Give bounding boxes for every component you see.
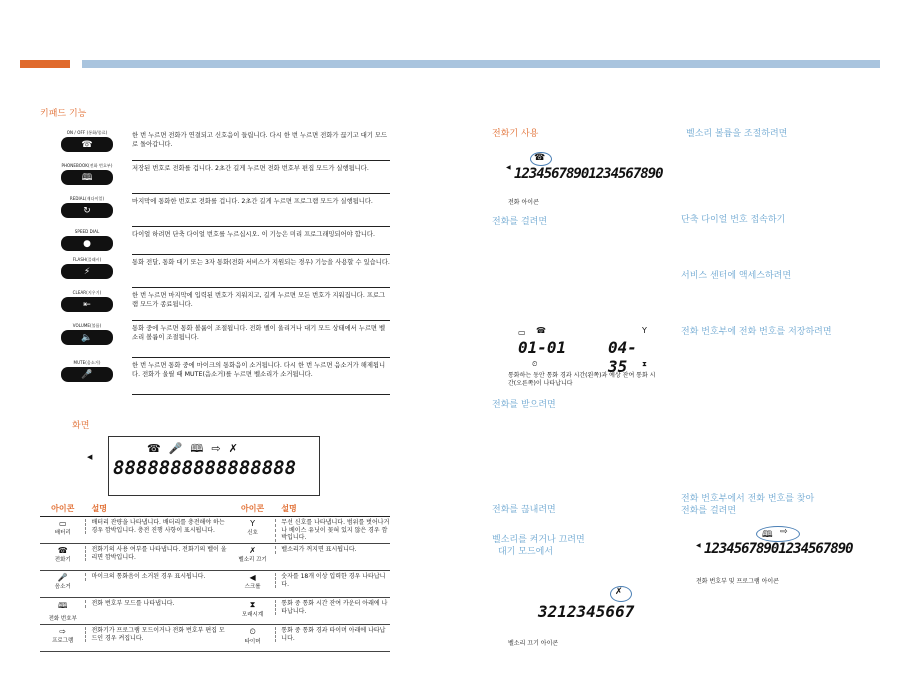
lcd-digits: 3212345667 [538, 602, 635, 621]
table-row [40, 571, 390, 598]
icon-cell [40, 627, 85, 644]
battery-icon: ▭ [58, 519, 67, 528]
keys-title: 키패드 기능 [40, 109, 87, 119]
phonebook-icon: 🕮 [762, 530, 773, 540]
keypad-button[interactable] [61, 170, 113, 185]
key-row [56, 227, 390, 255]
header-band [82, 60, 880, 68]
key-row [56, 255, 390, 288]
keypad-button[interactable] [61, 236, 113, 251]
icon-name: 전화기 [54, 557, 71, 563]
battery-icon: ▭ [518, 328, 526, 337]
timer-icon: ⏲ [532, 360, 538, 368]
service-center-heading: 서비스 센터에 액세스하려면 [681, 271, 792, 281]
timer-icon: ⏲ [249, 627, 256, 636]
answer-call-heading: 전화를 받으려면 [492, 400, 556, 410]
key-caption: MUTE(음소거) [73, 360, 101, 365]
table-row [40, 625, 390, 652]
antenna-icon: Y [250, 519, 255, 528]
ringer-toggle-sub: 대기 모드에서 [498, 547, 554, 557]
key-caption: CLEAR(지우기) [72, 290, 102, 295]
find-call-heading-1: 전화 번호부에서 전화 번호를 찾아 [681, 494, 815, 504]
make-call-heading: 전화를 걸려면 [492, 217, 548, 227]
keypad-button[interactable] [61, 330, 113, 345]
icon-description: 전화기의 사용 여부를 나타냅니다. 전화기의 벨이 울리면 깜박입니다. [85, 546, 229, 561]
icon-name: 타이머 [244, 639, 261, 645]
use-title: 전화기 사용 [492, 129, 539, 139]
key-description: 한 번 누르면 전화가 연결되고 신호음이 들립니다. 다시 한 번 누르면 전화가 끊기고 대기 모드로 돌아갑니다. [132, 132, 388, 148]
hourglass-icon: ⧗ [642, 360, 647, 368]
lcd-digits: 12345678901234567890 [514, 166, 663, 182]
ringer-toggle-heading: 벨소리를 켜거나 끄려면 [492, 535, 585, 545]
keypad-button[interactable] [61, 137, 113, 152]
ringer-off-icon: ✗ [228, 442, 246, 455]
keypad-button[interactable] [61, 367, 113, 382]
phonebook-icon: 🕮 [58, 601, 68, 610]
icon-cell [40, 546, 85, 563]
icon-name: 신호 [247, 530, 258, 536]
icon-name: 음소거 [54, 584, 71, 590]
key-row [56, 288, 390, 321]
mute-icon: 🎤 [57, 573, 68, 582]
display-title: 화면 [72, 421, 90, 431]
key-description: 한 번 누르면 마지막에 입력된 번호가 지워지고, 길게 누르면 모든 번호가 지워집니다. 프로그램 모드가 종료됩니다. [132, 292, 386, 308]
program-icon: ⇨ [780, 527, 788, 537]
icon-description: 숫자를 18개 이상 입력한 경우 나타납니다. [275, 573, 390, 588]
icon-cell [230, 600, 275, 618]
scroll-icon: ◀ [506, 164, 511, 171]
key-description: 통화 중에 누르면 통화 볼륨이 조절됩니다. 전화 벨이 울리거나 대기 모드 상태에서 누르면 벨소리 볼륨이 조절됩니다. [132, 325, 386, 341]
phonebook-icon: 🕮 [81, 172, 93, 183]
icon-cell [40, 600, 85, 622]
col-desc-header-2: 설명 [281, 504, 297, 513]
handset-icon: ☎ [57, 546, 68, 555]
lcd-digits: 12345678901234567890 [704, 541, 853, 557]
key-description: 다이얼 하려면 단축 다이얼 번호를 누르십시오. 이 기능은 미리 프로그래밍되어야 합니다. [132, 231, 375, 238]
icon-name: 모래시계 [241, 612, 264, 618]
icon-description: 통화 중 통화 경과 타이머 아래에 나타납니다. [275, 627, 390, 642]
phonebook-icon: 🕮 [190, 442, 212, 455]
icon-name: 스크롤 [244, 584, 261, 590]
key-caption: VOLUME(볼륨) [72, 323, 102, 328]
scroll-icon: ◀ [249, 573, 256, 582]
elapsed-time: 01-01 [518, 338, 567, 357]
antenna-icon: Y [642, 326, 647, 335]
icon-cell [230, 519, 275, 536]
lcd-phonebook-display [696, 527, 856, 570]
icon-name: 배터리 [54, 530, 71, 536]
redial-icon: ↻ [83, 205, 91, 216]
speed-dial-icon: ● [83, 238, 91, 249]
lcd1-caption: 전화 아이콘 [508, 199, 539, 206]
col-icon-header: 아이콘 [51, 504, 75, 513]
icon-description: 마이크의 통화음이 소거된 경우 표시됩니다. [85, 573, 229, 581]
find-call-heading-2: 전화를 걸려면 [681, 506, 737, 516]
program-icon: ⇨ [59, 627, 67, 636]
icon-description: 전화 번호부 모드를 나타냅니다. [85, 600, 229, 608]
handset-icon: ☎ [81, 139, 93, 150]
lcd-digits: 8888888888888888 [113, 457, 297, 479]
key-description: 저장된 번호로 전화를 겁니다. 2초간 길게 누르면 전화 번호부 편집 모드가 실행됩니다. [132, 165, 369, 172]
handset-icon: ☎ [536, 326, 546, 335]
lcd3-caption: 벨소리 끄기 아이콘 [508, 640, 559, 647]
key-row [56, 321, 390, 358]
end-call-heading: 전화를 끊내려면 [492, 505, 556, 515]
icon-description: 통화 중 통화 시간 잔여 카운터 아래에 나타납니다. [275, 600, 390, 615]
icon-description: 벨소리가 꺼지면 표시됩니다. [275, 546, 390, 554]
handset-icon: ☎ [147, 442, 169, 455]
flash-icon: ⚡ [83, 266, 91, 277]
ringer-off-icon: ✗ [615, 587, 623, 597]
mute-icon: 🎤 [81, 369, 93, 380]
key-row [56, 358, 390, 395]
row-divider [132, 394, 390, 395]
icon-name: 프로그램 [52, 638, 74, 644]
clear-icon: ⇤ [83, 299, 91, 310]
col-desc-header: 설명 [91, 504, 107, 513]
key-description: 마지막에 통화한 번호로 전화를 겁니다. 2초간 길게 누르면 프로그램 모드가 실행됩니다. [132, 198, 373, 205]
scroll-icon: ◀ [696, 542, 701, 549]
header-accent-bar [20, 60, 70, 68]
key-caption: ON / OFF (통화/종료) [66, 130, 108, 135]
remaining-time: 04-35 [608, 338, 637, 376]
handset-icon: ☎ [534, 153, 546, 163]
lcd-handset-display [506, 153, 663, 192]
icon-cell [230, 546, 275, 563]
hourglass-icon: ⧗ [249, 600, 256, 609]
icon-cell [40, 573, 85, 590]
volume-icon: 🔈 [81, 332, 93, 343]
table-row [40, 517, 390, 544]
icon-cell [230, 573, 275, 590]
table-row [40, 544, 390, 571]
scroll-icon: ◀ [87, 453, 93, 461]
key-caption: SPEED DIAL [74, 229, 100, 234]
mute-icon: 🎤 [168, 442, 191, 455]
keypad-button[interactable] [61, 203, 113, 218]
key-caption: REDIAL(재다이얼) [69, 196, 105, 201]
key-caption: PHONEBOOK(전화 번호부) [61, 163, 113, 168]
key-row [56, 194, 390, 227]
speed-dial-heading: 단축 다이얼 번호 접속하기 [681, 215, 786, 225]
keypad-button[interactable] [61, 297, 113, 312]
ringer-off-icon: ✗ [249, 546, 256, 555]
lcd-timer-display [508, 326, 654, 376]
keypad-button[interactable] [61, 264, 113, 279]
save-phonebook-heading: 전화 번호부에 전화 번호를 저장하려면 [681, 327, 832, 337]
icon-name: 전화 번호부 [48, 616, 77, 622]
key-description: 한 번 누르면 통화 중에 마이크의 통화음이 소거됩니다. 다시 한 번 누르면 음소거가 해제됩니다. 전화가 울릴 때 MUTE(음소거)를 누르면 벨소리가 소거됩니다. [132, 362, 386, 378]
icon-cell [230, 627, 275, 645]
icon-description: 전화기가 프로그램 모드이거나 전화 번호부 편집 모드인 경우 켜집니다. [85, 627, 229, 642]
key-description: 통화 전달, 통화 대기 또는 3자 통화(전화 서비스가 지원되는 경우) 기능을 사용할 수 있습니다. [132, 259, 390, 266]
icon-table [40, 503, 390, 652]
icon-cell [40, 519, 85, 536]
col-icon-header-2: 아이콘 [240, 504, 265, 513]
key-row [56, 128, 390, 161]
icon-name: 벨소리 끄기 [238, 557, 267, 563]
program-icon: ⇨ [211, 442, 229, 455]
ring-volume-heading: 벨소리 볼륨을 조절하려면 [686, 129, 788, 139]
key-row [56, 161, 390, 194]
lcd-ringer-display [528, 587, 638, 630]
lcd4-caption: 전화 번호부 및 프로그램 아이콘 [696, 578, 779, 585]
full-lcd-display [87, 436, 320, 496]
lcd2-caption: 통화하는 동안 통화 경과 시간(왼쪽)과 예상 잔여 통화 시간(오른쪽)이 나타납니다 [508, 372, 656, 387]
icon-description: 무선 신호를 나타냅니다. 범위를 벗어나거나 베이스 유닛이 꽂혀 있지 않은 경우 깜박입니다. [275, 519, 390, 542]
icon-description: 배터리 잔량을 나타냅니다. 배터리를 충전해야 하는 경우 깜박입니다. 충전 진행 사항이 표시됩니다. [85, 519, 229, 534]
key-caption: FLASH(플래시) [72, 257, 102, 262]
table-row [40, 598, 390, 625]
